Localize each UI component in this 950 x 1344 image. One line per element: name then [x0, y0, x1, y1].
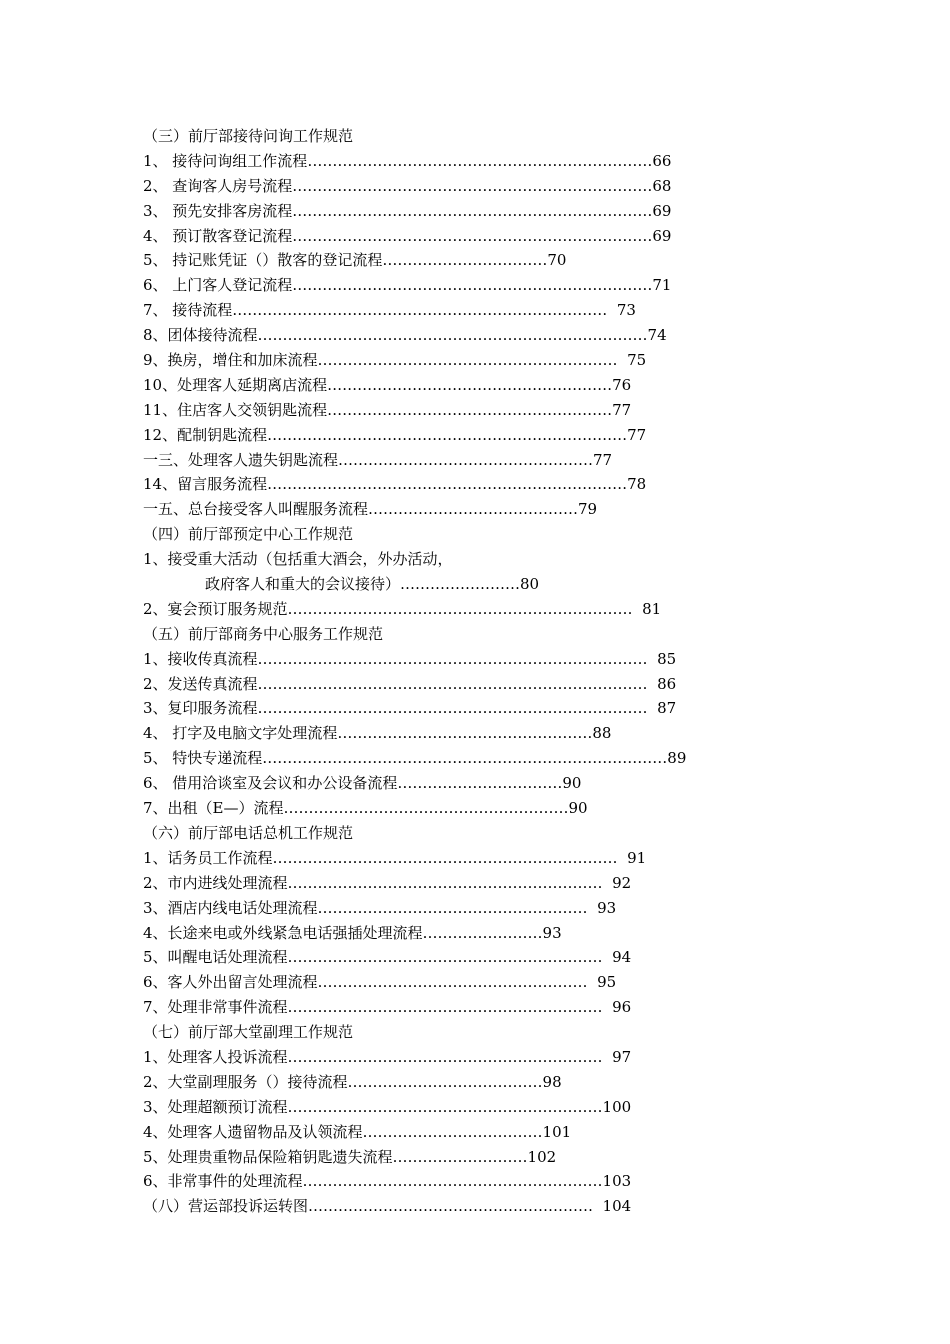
- toc-line: 1、接收传真流程…………………………………………………………………… 85: [143, 649, 677, 668]
- toc-line: 8、团体接待流程……………………………………………………………………74: [143, 326, 667, 345]
- toc-line: 3、酒店内线电话处理流程……………………………………………… 93: [143, 898, 617, 917]
- toc-line: 14、留言服务流程………………………………………………………………78: [143, 475, 647, 494]
- toc-line: 4、 打字及电脑文字处理流程……………………………………………88: [143, 724, 612, 743]
- toc-line: 2、 查询客人房号流程………………………………………………………………68: [143, 176, 672, 195]
- toc-line: 3、处理超额预订流程………………………………………………………100: [143, 1097, 632, 1116]
- toc-line: 5、 特快专递流程………………………………………………………………………89: [143, 749, 687, 768]
- toc-line: 11、住店客人交领钥匙流程…………………………………………………77: [143, 400, 632, 419]
- toc-line: 一三、处理客人遗失钥匙流程……………………………………………77: [143, 450, 613, 469]
- toc-line: 12、配制钥匙流程………………………………………………………………77: [143, 425, 647, 444]
- toc-line: 5、叫醒电话处理流程……………………………………………………… 94: [143, 948, 632, 967]
- toc-line: 9、换房，增住和加床流程…………………………………………………… 75: [143, 351, 647, 370]
- toc-line: 1、接受重大活动（包括重大酒会，外办活动，: [143, 550, 453, 569]
- toc-line: （七）前厅部大堂副理工作规范: [143, 1023, 354, 1042]
- toc-line: （五）前厅部商务中心服务工作规范: [143, 624, 384, 643]
- toc-line: 6、 上门客人登记流程………………………………………………………………71: [143, 276, 672, 295]
- toc-line: 4、长途来电或外线紧急电话强插处理流程……………………93: [143, 923, 562, 942]
- toc-line: 2、宴会预订服务规范…………………………………………………………… 81: [143, 599, 662, 618]
- toc-line: 2、市内进线处理流程……………………………………………………… 92: [143, 873, 632, 892]
- toc-line: 7、处理非常事件流程……………………………………………………… 96: [143, 998, 632, 1017]
- toc-line: 4、处理客人遗留物品及认领流程………………………………101: [143, 1122, 572, 1141]
- toc-line: 7、出租（E—）流程…………………………………………………90: [143, 799, 588, 818]
- toc-line: （八）营运部投诉运转图………………………………………………… 104: [143, 1197, 632, 1216]
- toc-line: 3、 预先安排客房流程………………………………………………………………69: [143, 201, 672, 220]
- toc-line: 6、非常事件的处理流程……………………………………………………103: [143, 1172, 632, 1191]
- toc-line: 6、客人外出留言处理流程……………………………………………… 95: [143, 973, 617, 992]
- toc-line: （四）前厅部预定中心工作规范: [143, 525, 354, 544]
- toc-line: 10、处理客人延期离店流程…………………………………………………76: [143, 375, 632, 394]
- toc-line: 6、 借用洽谈室及会议和办公设备流程……………………………90: [143, 774, 582, 793]
- toc-line: 一五、总台接受客人叫醒服务流程……………………………………79: [143, 500, 598, 519]
- toc-line: 5、 持记账凭证（）散客的登记流程……………………………70: [143, 251, 567, 270]
- toc-line: 2、发送传真流程…………………………………………………………………… 86: [143, 674, 677, 693]
- toc-line: 1、话务员工作流程…………………………………………………………… 91: [143, 848, 647, 867]
- toc-line: 7、 接待流程………………………………………………………………… 73: [143, 301, 636, 320]
- toc-line: 1、 接待问询组工作流程……………………………………………………………66: [143, 151, 672, 170]
- toc-line: 政府客人和重大的会议接待）……………………80: [143, 575, 540, 594]
- toc-line: （六）前厅部电话总机工作规范: [143, 823, 354, 842]
- toc-line: 4、 预订散客登记流程………………………………………………………………69: [143, 226, 672, 245]
- toc-line: 5、处理贵重物品保险箱钥匙遗失流程………………………102: [143, 1147, 557, 1166]
- toc-line: 3、复印服务流程…………………………………………………………………… 87: [143, 699, 677, 718]
- table-of-contents: [143, 124, 863, 1219]
- toc-line: 2、大堂副理服务（）接待流程…………………………………98: [143, 1072, 562, 1091]
- toc-line: （三）前厅部接待问询工作规范: [143, 127, 354, 145]
- toc-line: 1、处理客人投诉流程……………………………………………………… 97: [143, 1047, 632, 1066]
